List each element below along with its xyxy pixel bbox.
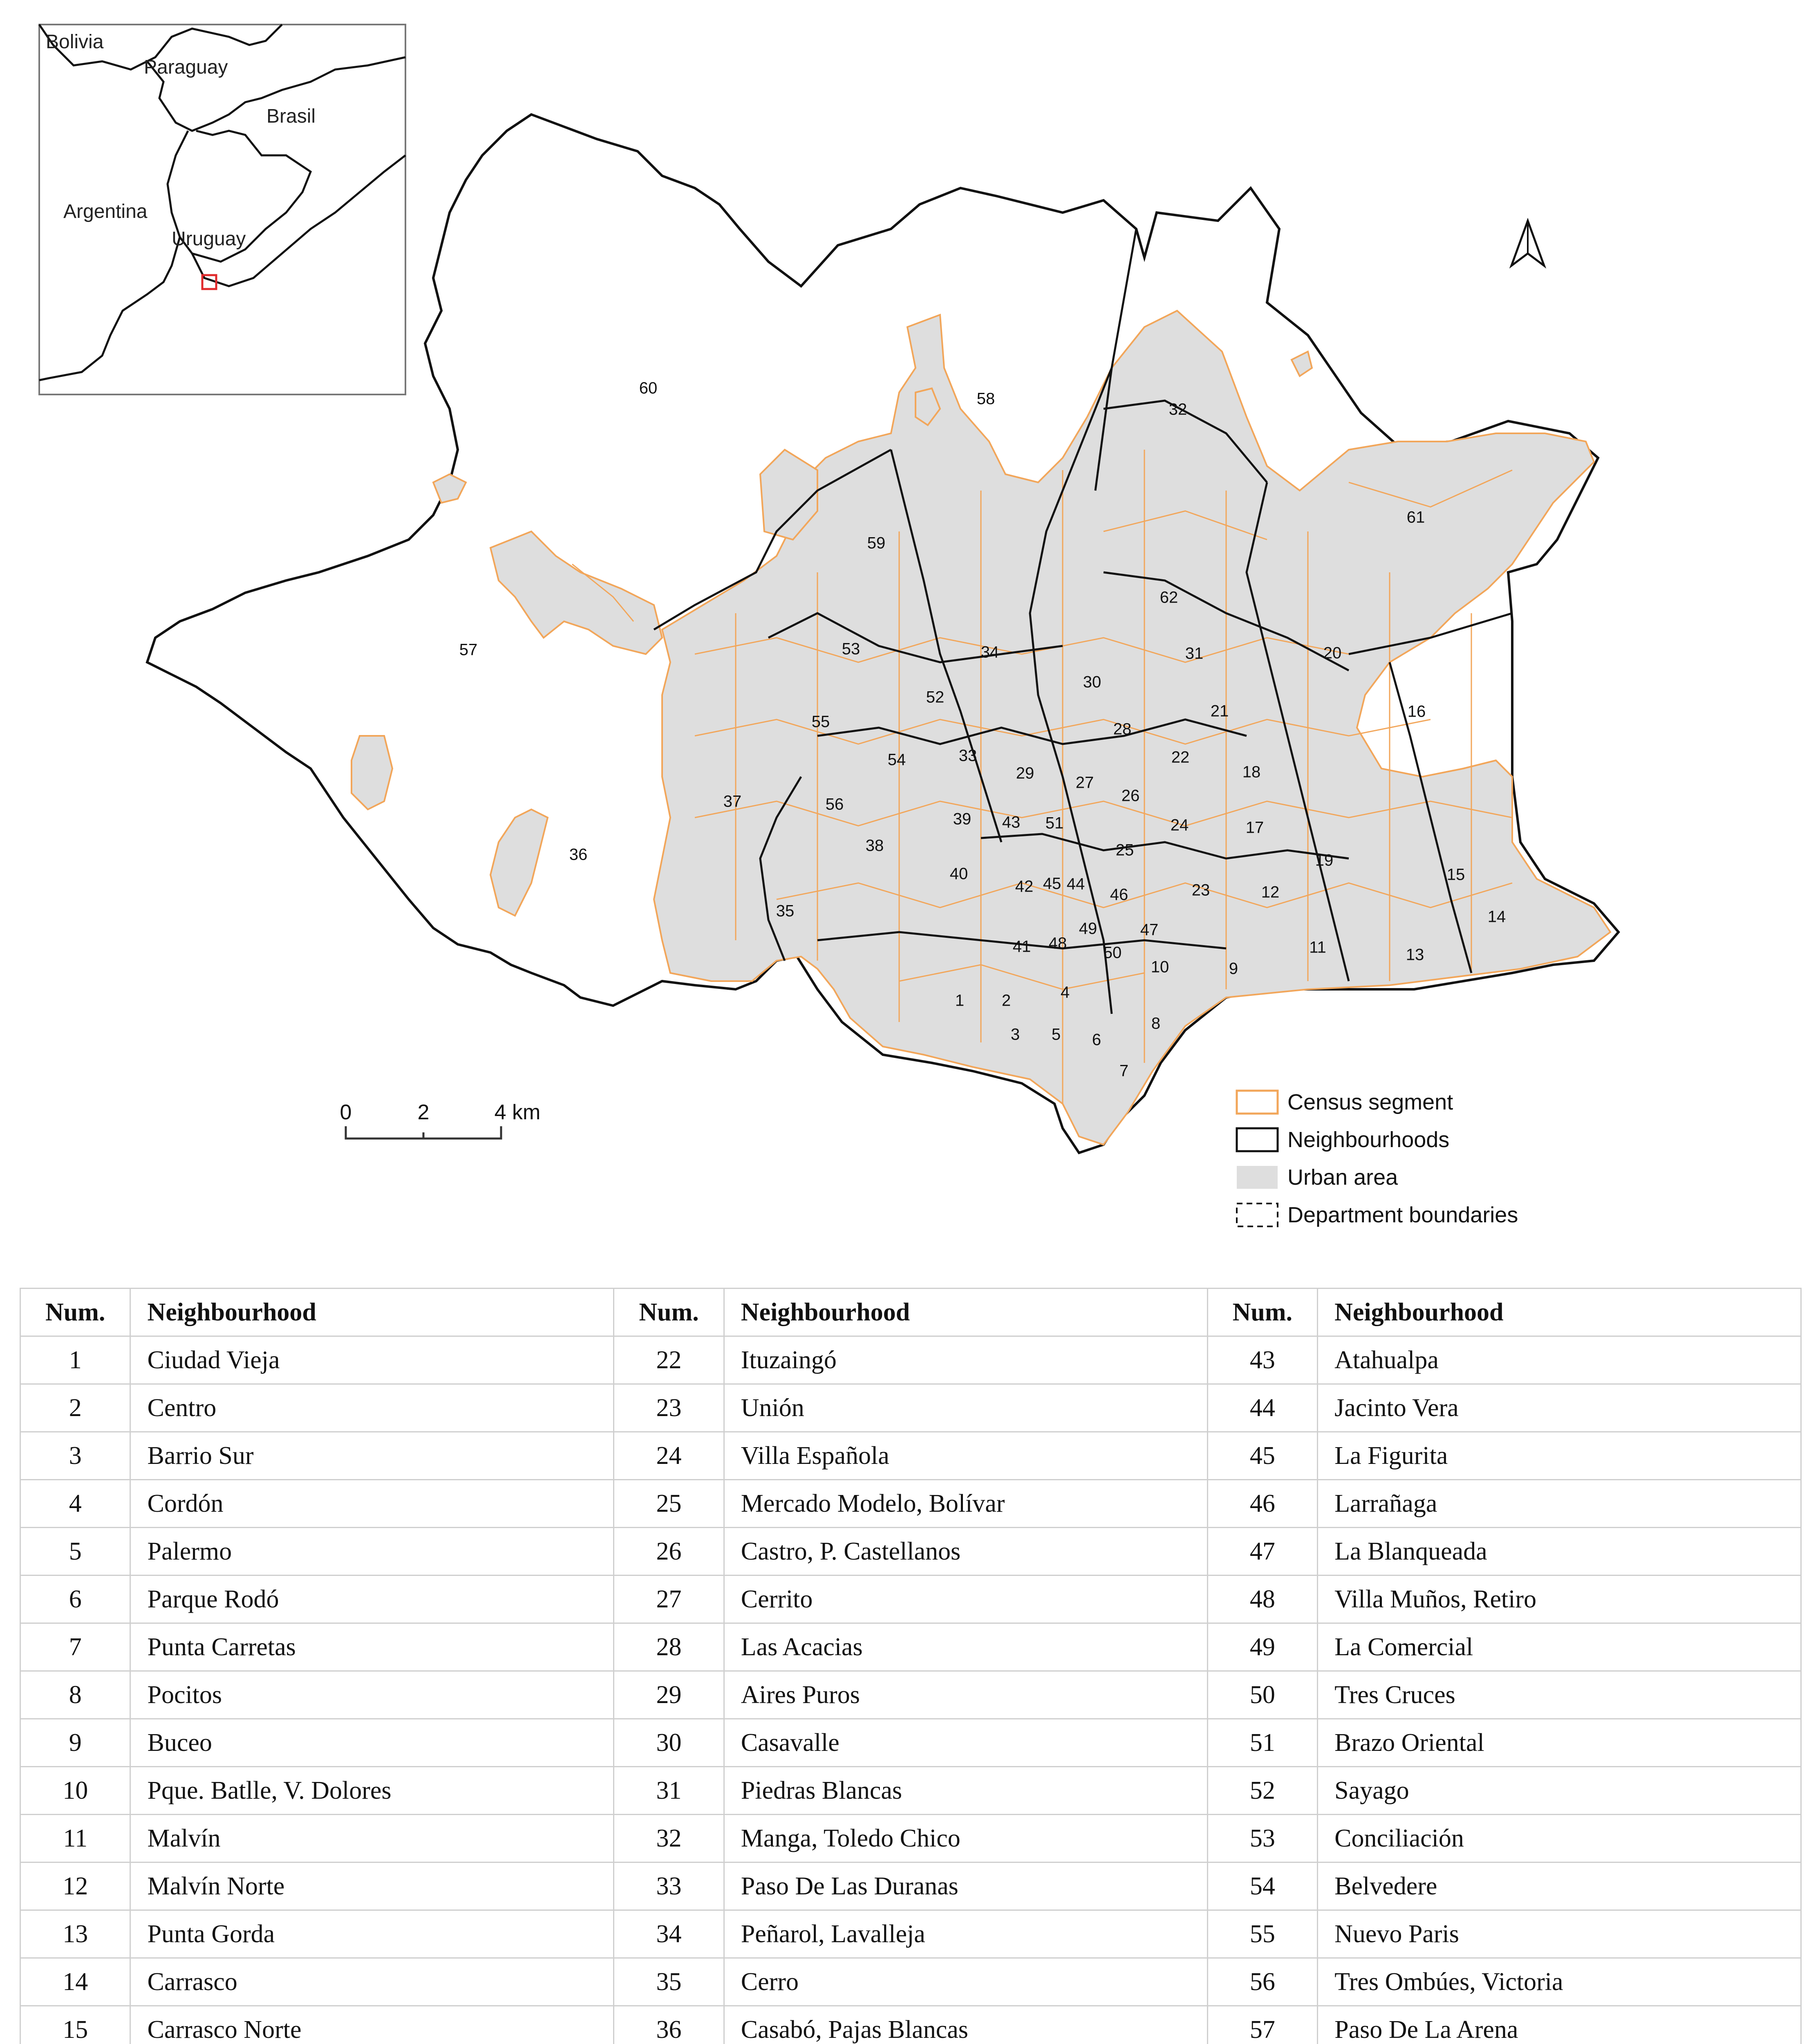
- neighbourhood-number: 50: [1103, 944, 1122, 962]
- neighbourhood-number: 34: [981, 643, 999, 661]
- country-label: Brasil: [266, 105, 316, 127]
- neighbourhood-name-cell: Tres Ombúes, Victoria: [1318, 1958, 1801, 2006]
- neighbourhood-num-cell: 2: [20, 1384, 130, 1432]
- neighbourhood-num-cell: 7: [20, 1623, 130, 1671]
- neighbourhood-num-cell: 3: [20, 1432, 130, 1480]
- legend-swatch-census-segment: [1237, 1091, 1278, 1114]
- table-body: [20, 1336, 1801, 2044]
- neighbourhood-number: 33: [958, 746, 977, 765]
- legend-swatch-neighbourhoods: [1237, 1128, 1278, 1151]
- neighbourhood-table: [20, 1288, 1802, 2044]
- neighbourhood-name-cell: Peñarol, Lavalleja: [724, 1910, 1207, 1958]
- neighbourhood-number: 48: [1048, 934, 1067, 953]
- country-label: Argentina: [63, 201, 148, 222]
- legend-swatch-urban-area: [1237, 1166, 1278, 1189]
- neighbourhood-num-cell: 6: [20, 1576, 130, 1623]
- neighbourhood-number: 2: [1001, 991, 1011, 1010]
- neighbourhood-num-cell: 32: [614, 1815, 724, 1862]
- neighbourhood-name-cell: Aires Puros: [724, 1671, 1207, 1719]
- neighbourhood-number: 52: [926, 688, 945, 706]
- neighbourhood-num-cell: 11: [20, 1815, 130, 1862]
- neighbourhood-num-cell: 10: [20, 1767, 130, 1815]
- neighbourhood-name-cell: Brazo Oriental: [1318, 1719, 1801, 1767]
- neighbourhood-number: 40: [949, 865, 968, 883]
- neighbourhood-number: 38: [865, 836, 884, 855]
- neighbourhood-num-cell: 53: [1207, 1815, 1317, 1862]
- neighbourhood-name-cell: Castro, P. Castellanos: [724, 1528, 1207, 1576]
- neighbourhood-name-cell: Cerrito: [724, 1576, 1207, 1623]
- neighbourhood-num-cell: 36: [614, 2006, 724, 2044]
- neighbourhood-number: 57: [459, 641, 478, 659]
- neighbourhood-name-cell: Paso De La Arena: [1318, 2006, 1801, 2044]
- neighbourhood-number: 13: [1406, 946, 1424, 964]
- neighbourhood-number: 17: [1245, 818, 1264, 837]
- neighbourhood-num-cell: 54: [1207, 1862, 1317, 1910]
- neighbourhood-num-cell: 27: [614, 1576, 724, 1623]
- neighbourhood-number: 36: [569, 845, 588, 864]
- country-label: Bolivia: [46, 31, 104, 53]
- neighbourhood-number: 28: [1113, 720, 1132, 738]
- neighbourhood-number: 3: [1010, 1025, 1020, 1044]
- neighbourhood-number: 60: [639, 379, 658, 397]
- country-label: Uruguay: [172, 228, 246, 250]
- neighbourhood-num-cell: 48: [1207, 1576, 1317, 1623]
- neighbourhood-num-cell: 29: [614, 1671, 724, 1719]
- neighbourhood-number: 12: [1261, 883, 1280, 901]
- column-header-num: Num.: [1207, 1289, 1317, 1336]
- neighbourhood-num-cell: 24: [614, 1432, 724, 1480]
- neighbourhood-name-cell: Punta Carretas: [130, 1623, 614, 1671]
- neighbourhood-name-cell: Malvín Norte: [130, 1862, 614, 1910]
- legend-label: Neighbourhoods: [1287, 1127, 1450, 1152]
- neighbourhood-name-cell: Piedras Blancas: [724, 1767, 1207, 1815]
- neighbourhood-number: 9: [1229, 959, 1238, 978]
- neighbourhood-num-cell: 30: [614, 1719, 724, 1767]
- neighbourhood-num-cell: 56: [1207, 1958, 1317, 2006]
- neighbourhood-number: 62: [1160, 588, 1178, 607]
- neighbourhood-num-cell: 5: [20, 1528, 130, 1576]
- neighbourhood-name-cell: Ciudad Vieja: [130, 1336, 614, 1384]
- neighbourhood-name-cell: Larrañaga: [1318, 1480, 1801, 1528]
- neighbourhood-num-cell: 50: [1207, 1671, 1317, 1719]
- neighbourhood-num-cell: 57: [1207, 2006, 1317, 2044]
- neighbourhood-name-cell: Jacinto Vera: [1318, 1384, 1801, 1432]
- neighbourhood-name-cell: Ituzaingó: [724, 1336, 1207, 1384]
- neighbourhood-num-cell: 49: [1207, 1623, 1317, 1671]
- neighbourhood-num-cell: 23: [614, 1384, 724, 1432]
- neighbourhood-name-cell: Barrio Sur: [130, 1432, 614, 1480]
- neighbourhood-num-cell: 31: [614, 1767, 724, 1815]
- table-row: [20, 1384, 1801, 1432]
- neighbourhood-number: 58: [976, 390, 995, 408]
- table-row: [20, 1862, 1801, 1910]
- table-row: [20, 1719, 1801, 1767]
- neighbourhood-name-cell: La Blanqueada: [1318, 1528, 1801, 1576]
- table-row: [20, 1336, 1801, 1384]
- neighbourhood-number: 24: [1170, 816, 1189, 834]
- neighbourhood-number: 42: [1015, 877, 1034, 896]
- neighbourhood-number: 27: [1075, 773, 1094, 792]
- neighbourhood-name-cell: Cerro: [724, 1958, 1207, 2006]
- neighbourhood-num-cell: 14: [20, 1958, 130, 2006]
- scale-label: 4 km: [494, 1100, 541, 1124]
- neighbourhood-name-cell: Paso De Las Duranas: [724, 1862, 1207, 1910]
- neighbourhood-name-cell: Las Acacias: [724, 1623, 1207, 1671]
- neighbourhood-name-cell: Pocitos: [130, 1671, 614, 1719]
- column-header-num: Num.: [614, 1289, 724, 1336]
- neighbourhood-number: 23: [1191, 881, 1210, 899]
- table-row: [20, 1815, 1801, 1862]
- neighbourhood-num-cell: 28: [614, 1623, 724, 1671]
- neighbourhood-number: 10: [1151, 958, 1169, 976]
- neighbourhood-number: 51: [1045, 814, 1064, 832]
- neighbourhood-num-cell: 55: [1207, 1910, 1317, 1958]
- neighbourhood-number: 54: [887, 751, 906, 769]
- country-label: Paraguay: [144, 56, 228, 78]
- neighbourhood-number: 39: [953, 810, 972, 828]
- neighbourhood-num-cell: 22: [614, 1336, 724, 1384]
- neighbourhood-num-cell: 25: [614, 1480, 724, 1528]
- neighbourhood-num-cell: 43: [1207, 1336, 1317, 1384]
- neighbourhood-name-cell: Tres Cruces: [1318, 1671, 1801, 1719]
- neighbourhood-name-cell: Mercado Modelo, Bolívar: [724, 1480, 1207, 1528]
- neighbourhood-num-cell: 45: [1207, 1432, 1317, 1480]
- neighbourhood-num-cell: 35: [614, 1958, 724, 2006]
- legend-label: Urban area: [1287, 1165, 1398, 1190]
- neighbourhood-number: 11: [1309, 938, 1326, 957]
- neighbourhood-name-cell: Carrasco Norte: [130, 2006, 614, 2044]
- table-row: [20, 1671, 1801, 1719]
- neighbourhood-number: 44: [1066, 875, 1085, 893]
- neighbourhood-name-cell: Belvedere: [1318, 1862, 1801, 1910]
- neighbourhood-name-cell: Centro: [130, 1384, 614, 1432]
- neighbourhood-num-cell: 44: [1207, 1384, 1317, 1432]
- neighbourhood-number: 55: [811, 713, 830, 731]
- neighbourhood-number: 29: [1016, 764, 1034, 782]
- table-row: [20, 1910, 1801, 1958]
- neighbourhood-name-cell: Nuevo Paris: [1318, 1910, 1801, 1958]
- neighbourhood-name-cell: Manga, Toledo Chico: [724, 1815, 1207, 1862]
- neighbourhood-number: 20: [1323, 644, 1342, 662]
- neighbourhood-num-cell: 47: [1207, 1528, 1317, 1576]
- neighbourhood-number: 56: [825, 795, 844, 814]
- neighbourhood-number: 22: [1171, 748, 1190, 766]
- neighbourhood-number: 25: [1115, 841, 1134, 859]
- inset-map: [39, 25, 405, 394]
- neighbourhood-num-cell: 4: [20, 1480, 130, 1528]
- legend-swatch-department-boundaries: [1237, 1204, 1278, 1226]
- neighbourhood-number: 18: [1242, 763, 1261, 781]
- neighbourhood-number: 19: [1315, 851, 1334, 870]
- neighbourhood-name-cell: Cordón: [130, 1480, 614, 1528]
- neighbourhood-number: 8: [1151, 1014, 1161, 1033]
- column-header-neighbourhood: Neighbourhood: [1318, 1289, 1801, 1336]
- table-row: [20, 1432, 1801, 1480]
- neighbourhood-num-cell: 46: [1207, 1480, 1317, 1528]
- neighbourhood-number: 45: [1043, 874, 1061, 893]
- column-header-num: Num.: [20, 1289, 130, 1336]
- neighbourhood-number: 46: [1110, 885, 1128, 904]
- neighbourhood-name-cell: Sayago: [1318, 1767, 1801, 1815]
- neighbourhood-number: 21: [1210, 702, 1229, 720]
- scale-label: 2: [417, 1100, 430, 1124]
- neighbourhood-num-cell: 8: [20, 1671, 130, 1719]
- neighbourhood-num-cell: 1: [20, 1336, 130, 1384]
- neighbourhood-number: 31: [1185, 644, 1204, 663]
- legend-label: Department boundaries: [1287, 1203, 1518, 1227]
- neighbourhood-name-cell: Casavalle: [724, 1719, 1207, 1767]
- table-row: [20, 1528, 1801, 1576]
- neighbourhood-name-cell: Villa Española: [724, 1432, 1207, 1480]
- column-header-neighbourhood: Neighbourhood: [130, 1289, 614, 1336]
- neighbourhood-number: 32: [1169, 400, 1187, 419]
- neighbourhood-name-cell: Punta Gorda: [130, 1910, 614, 1958]
- neighbourhood-num-cell: 52: [1207, 1767, 1317, 1815]
- neighbourhood-number: 6: [1092, 1031, 1101, 1049]
- legend-label: Census segment: [1287, 1090, 1453, 1114]
- neighbourhood-num-cell: 9: [20, 1719, 130, 1767]
- neighbourhood-number: 43: [1002, 813, 1021, 831]
- neighbourhood-name-cell: La Comercial: [1318, 1623, 1801, 1671]
- neighbourhood-num-cell: 26: [614, 1528, 724, 1576]
- neighbourhood-name-cell: Unión: [724, 1384, 1207, 1432]
- map-legend: [1237, 1090, 1518, 1227]
- neighbourhood-number: 30: [1083, 673, 1101, 691]
- neighbourhood-name-cell: Conciliación: [1318, 1815, 1801, 1862]
- table-row: [20, 1958, 1801, 2006]
- neighbourhood-number: 61: [1406, 508, 1425, 527]
- neighbourhood-name-cell: Palermo: [130, 1528, 614, 1576]
- neighbourhood-number: 15: [1446, 865, 1465, 884]
- neighbourhood-num-cell: 34: [614, 1910, 724, 1958]
- table-row: [20, 1480, 1801, 1528]
- neighbourhood-number: 16: [1407, 702, 1426, 721]
- neighbourhood-number: 1: [955, 991, 965, 1010]
- table-row: [20, 2006, 1801, 2044]
- neighbourhood-number: 35: [776, 902, 795, 920]
- neighbourhood-number: 5: [1051, 1025, 1061, 1044]
- neighbourhood-number: 47: [1140, 921, 1159, 939]
- neighbourhood-number: 59: [867, 534, 886, 552]
- neighbourhood-num-cell: 51: [1207, 1719, 1317, 1767]
- neighbourhood-number: 14: [1487, 908, 1506, 926]
- table-header-row: [20, 1289, 1801, 1336]
- neighbourhood-number: 37: [723, 792, 742, 811]
- scale-label: 0: [340, 1100, 352, 1124]
- neighbourhood-number: 7: [1119, 1062, 1129, 1080]
- neighbourhood-name-cell: Pque. Batlle, V. Dolores: [130, 1767, 614, 1815]
- neighbourhood-number: 41: [1012, 937, 1031, 956]
- neighbourhood-number: 4: [1060, 983, 1070, 1002]
- scale-bar: [340, 1100, 541, 1139]
- neighbourhood-name-cell: Carrasco: [130, 1958, 614, 2006]
- neighbourhood-number: 53: [842, 640, 860, 658]
- neighbourhood-name-cell: Casabó, Pajas Blancas: [724, 2006, 1207, 2044]
- neighbourhood-num-cell: 33: [614, 1862, 724, 1910]
- neighbourhood-name-cell: Villa Muños, Retiro: [1318, 1576, 1801, 1623]
- neighbourhood-name-cell: Malvín: [130, 1815, 614, 1862]
- neighbourhood-name-cell: Atahualpa: [1318, 1336, 1801, 1384]
- table-row: [20, 1767, 1801, 1815]
- neighbourhood-name-cell: Parque Rodó: [130, 1576, 614, 1623]
- neighbourhood-num-cell: 12: [20, 1862, 130, 1910]
- table-row: [20, 1576, 1801, 1623]
- neighbourhood-number: 26: [1121, 787, 1140, 805]
- neighbourhood-name-cell: La Figurita: [1318, 1432, 1801, 1480]
- column-header-neighbourhood: Neighbourhood: [724, 1289, 1207, 1336]
- neighbourhood-number: 49: [1079, 919, 1097, 938]
- neighbourhood-num-cell: 13: [20, 1910, 130, 1958]
- neighbourhood-num-cell: 15: [20, 2006, 130, 2044]
- neighbourhood-name-cell: Buceo: [130, 1719, 614, 1767]
- table-row: [20, 1623, 1801, 1671]
- north-arrow-icon: [1511, 221, 1544, 266]
